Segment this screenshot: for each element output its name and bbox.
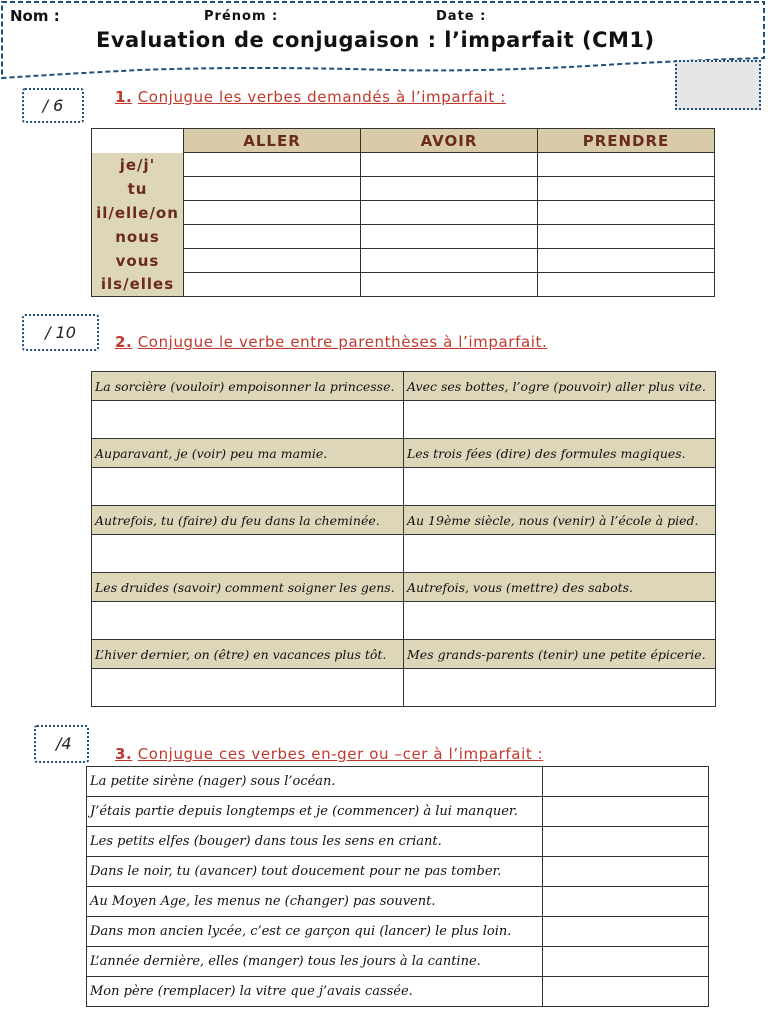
exercise2-title <box>115 333 547 351</box>
sentence-cell: Autrefois, tu (faire) du feu dans la cheminée. <box>92 506 404 535</box>
answer-cell[interactable] <box>404 602 716 640</box>
exercise3-number: 3. <box>115 745 133 763</box>
sentence-cell: Auparavant, je (voir) peu ma mamie. <box>92 439 404 468</box>
pronoun-cell: vous <box>92 249 184 273</box>
verb-header-avoir: AVOIR <box>361 129 538 153</box>
sentence-cell: Mes grands-parents (tenir) une petite épicerie. <box>404 640 716 669</box>
answer-cell[interactable] <box>538 273 715 297</box>
sentence-cell: Avec ses bottes, l’ogre (pouvoir) aller plus vite. <box>404 372 716 401</box>
sentence-cell: Les petits elfes (bouger) dans tous les sens en criant. <box>87 827 543 857</box>
answer-cell[interactable] <box>184 201 361 225</box>
answer-cell[interactable] <box>543 977 709 1007</box>
page-title: Evaluation de conjugaison : l’imparfait (CM1) <box>96 28 655 52</box>
sentence-cell: L’hiver dernier, on (être) en vacances plus tôt. <box>92 640 404 669</box>
answer-cell[interactable] <box>404 535 716 573</box>
sentence-cell: Les trois fées (dire) des formules magiques. <box>404 439 716 468</box>
nom-label: Nom : <box>10 7 60 25</box>
exercise1-title <box>115 88 506 106</box>
date-label: Date : <box>436 9 487 24</box>
exercise2-number: 2. <box>115 333 133 351</box>
verb-header-prendre: PRENDRE <box>538 129 715 153</box>
sentence-cell: Mon père (remplacer) la vitre que j’avais cassée. <box>87 977 543 1007</box>
exercise3-score-box: /4 <box>34 725 89 763</box>
pronoun-cell: il/elle/on <box>92 201 184 225</box>
answer-cell[interactable] <box>543 887 709 917</box>
answer-cell[interactable] <box>361 249 538 273</box>
answer-cell[interactable] <box>543 827 709 857</box>
sentence-cell: Dans le noir, tu (avancer) tout doucement pour ne pas tomber. <box>87 857 543 887</box>
answer-cell[interactable] <box>543 857 709 887</box>
answer-cell[interactable] <box>92 669 404 707</box>
verb-header-aller: ALLER <box>184 129 361 153</box>
answer-cell[interactable] <box>538 153 715 177</box>
answer-cell[interactable] <box>361 201 538 225</box>
answer-cell[interactable] <box>361 177 538 201</box>
conjugation-table <box>91 128 715 297</box>
answer-cell[interactable] <box>361 225 538 249</box>
answer-cell[interactable] <box>538 225 715 249</box>
sentence-cell: Au Moyen Age, les menus ne (changer) pas souvent. <box>87 887 543 917</box>
answer-cell[interactable] <box>543 947 709 977</box>
sentences-table <box>91 371 716 707</box>
answer-cell[interactable] <box>361 273 538 297</box>
answer-cell[interactable] <box>404 401 716 439</box>
sentence-cell: J’étais partie depuis longtemps et je (commencer) à lui manquer. <box>87 797 543 827</box>
pronoun-cell: ils/elles <box>92 273 184 297</box>
total-score-box[interactable] <box>675 60 761 110</box>
sentence-cell: Les druides (savoir) comment soigner les gens. <box>92 573 404 602</box>
answer-cell[interactable] <box>538 177 715 201</box>
pronoun-cell: je/j' <box>92 153 184 177</box>
exercise1-score-box: / 6 <box>22 88 84 123</box>
exercise1-instruction: Conjugue les verbes demandés à l’imparfait : <box>137 88 506 106</box>
answer-cell[interactable] <box>184 249 361 273</box>
answer-cell[interactable] <box>92 602 404 640</box>
exercise2-score-box: / 10 <box>22 314 99 351</box>
sentence-cell: Dans mon ancien lycée, c’est ce garçon qui (lancer) le plus loin. <box>87 917 543 947</box>
answer-cell[interactable] <box>92 468 404 506</box>
answer-cell[interactable] <box>538 201 715 225</box>
pronoun-cell: tu <box>92 177 184 201</box>
exercise2-instruction: Conjugue le verbe entre parenthèses à l’imparfait. <box>137 333 548 351</box>
answer-cell[interactable] <box>543 917 709 947</box>
pronoun-cell: nous <box>92 225 184 249</box>
sentence-cell: Autrefois, vous (mettre) des sabots. <box>404 573 716 602</box>
answer-cell[interactable] <box>543 767 709 797</box>
sentence-cell: L’année dernière, elles (manger) tous les jours à la cantine. <box>87 947 543 977</box>
answer-cell[interactable] <box>543 797 709 827</box>
answer-cell[interactable] <box>92 401 404 439</box>
prenom-label: Prénom : <box>204 9 279 24</box>
answer-cell[interactable] <box>404 468 716 506</box>
exercise3-title <box>115 745 543 763</box>
answer-cell[interactable] <box>538 249 715 273</box>
exercise1-number: 1. <box>115 88 133 106</box>
exercise3-instruction: Conjugue ces verbes en-ger ou –cer à l’imparfait : <box>137 745 544 763</box>
sentence-cell: La petite sirène (nager) sous l’océan. <box>87 767 543 797</box>
answer-cell[interactable] <box>184 177 361 201</box>
answer-cell[interactable] <box>184 153 361 177</box>
answer-cell[interactable] <box>404 669 716 707</box>
answer-cell[interactable] <box>184 273 361 297</box>
answer-cell[interactable] <box>184 225 361 249</box>
sentence-cell: Au 19ème siècle, nous (venir) à l’école à pied. <box>404 506 716 535</box>
cer-ger-table <box>86 766 709 1007</box>
sentence-cell: La sorcière (vouloir) empoisonner la princesse. <box>92 372 404 401</box>
answer-cell[interactable] <box>361 153 538 177</box>
answer-cell[interactable] <box>92 535 404 573</box>
